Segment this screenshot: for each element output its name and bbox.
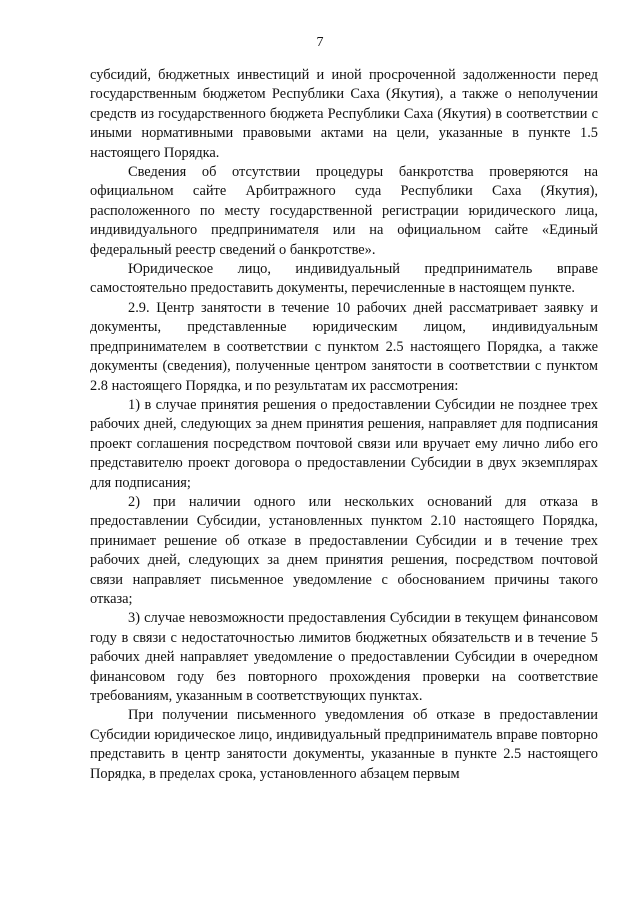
paragraph-item-2: 2) при наличии одного или нескольких оснований для отказа в предоставлении Субсидии, установленных пунктом 2.10 настоящего Порядка, принимает решение об отказе в предоставлении Субсидии и в течение трех рабочих дней, следующих за днем принятия решения, посредством почтовой связи направляет письменное уведомление с обоснованием причины такого отказа; <box>90 493 598 607</box>
paragraph-self-submission: Юридическое лицо, индивидуальный предприниматель вправе самостоятельно предоставить документы, перечисленные в настоящем пункте. <box>90 261 598 297</box>
paragraph-resubmission: При получении письменного уведомления об отказе в предоставлении Субсидии юридическое лицо, индивидуальный предприниматель вправе повторно представить в центр занятости документы, указанные в пункте 2.5 настоящего Порядка, в пределах срока, установленного абзацем первым <box>90 707 598 782</box>
page-number: 7 <box>316 35 324 50</box>
paragraph-bankruptcy-check: Сведения об отсутствии процедуры банкротства проверяются на официальном сайте Арбитражного суда Республики Саха (Якутия), расположенного по месту государственной регистрации юридического лица, индивидуального предпринимателя или на официальном сайте «Единый федеральный реестр сведений о банкротстве». <box>90 164 598 258</box>
document-body <box>90 66 598 784</box>
paragraph-item-3: 3) случае невозможности предоставления Субсидии в текущем финансовом году в связи с недостаточностью лимитов бюджетных обязательств и в течение 5 рабочих дней направляет уведомление о предоставлении Субсидии в очередном финансовом году без повторного прохождения проверки на соответствие требованиям, указанным в соответствующих пунктах. <box>90 610 598 704</box>
paragraph-continuation: субсидий, бюджетных инвестиций и иной просроченной задолженности перед государственным бюджетом Республики Саха (Якутия), а также о неполучении средств из государственного бюджета Республики Саха (Якутия) в соответствии с иными нормативными правовыми актами на цели, указанные в пункте 1.5 настоящего Порядка. <box>90 67 598 161</box>
paragraph-2-9: 2.9. Центр занятости в течение 10 рабочих дней рассматривает заявку и документы, представленные юридическим лицом, индивидуальным предпринимателем в соответствии с пунктом 2.5 настоящего Порядка, а также документы (сведения), полученные центром занятости в соответствии с пунктом 2.8 настоящего Порядка, и по результатам их рассмотрения: <box>90 299 598 394</box>
paragraph-item-1: 1) в случае принятия решения о предоставлении Субсидии не позднее трех рабочих дней, следующих за днем принятия решения, направляет для подписания проект соглашения посредством почтовой связи или вручает ему лично либо его представителю проект договора о предоставлении Субсидии в двух экземплярах для подписания; <box>90 396 598 491</box>
